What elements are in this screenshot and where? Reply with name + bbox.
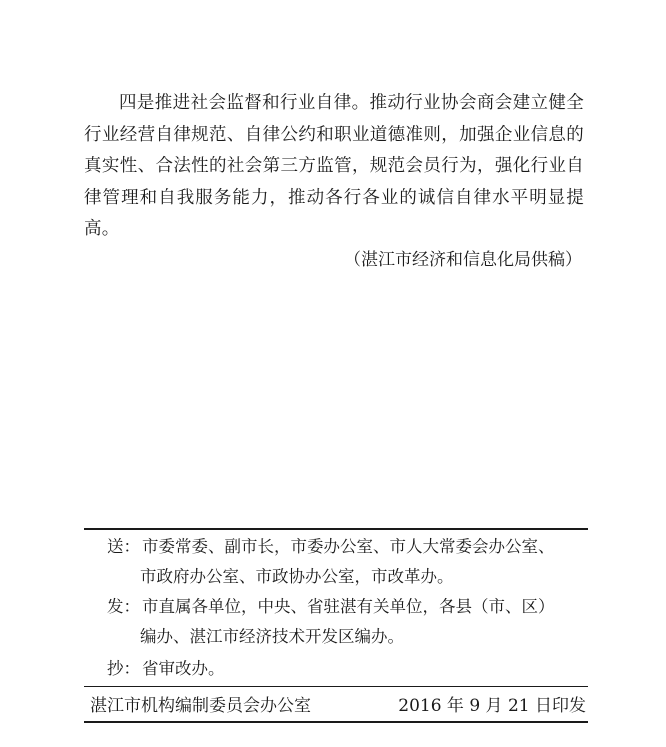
footer-top-rule bbox=[84, 686, 588, 687]
body-paragraph: 四是推进社会监督和行业自律。推动行业协会商会建立健全行业经营自律规范、自律公约和职业道德准则，加强企业信息的真实性、合法性的社会第三方监管，规范会员行为，强化行业自律管理和自我服务能力，推动各行各业的诚信自律水平明显提高。 bbox=[84, 93, 584, 239]
send-recipients-line2: 市政府办公室、市政协办公室，市改革办。 bbox=[140, 567, 454, 586]
footer-bottom-rule bbox=[84, 721, 588, 723]
issue-recipients-line2: 编办、湛江市经济技术开发区编办。 bbox=[140, 627, 404, 646]
copy-row bbox=[84, 654, 588, 684]
distribution-top-rule bbox=[84, 528, 588, 530]
issue-date: 2016 年 9 月 21 日印发 bbox=[398, 696, 586, 716]
copy-recipients: 省审改办。 bbox=[142, 659, 225, 678]
send-recipients-line1: 市委常委、副市长，市委办公室、市人大常委会办公室、 bbox=[142, 537, 555, 556]
issue-row bbox=[84, 592, 588, 622]
source-attribution: （湛江市经济和信息化局供稿） bbox=[344, 250, 582, 270]
copy-label: 抄： bbox=[107, 659, 140, 678]
send-row bbox=[84, 532, 588, 562]
issuing-organization: 湛江市机构编制委员会办公室 bbox=[90, 696, 311, 716]
issue-label: 发： bbox=[107, 597, 140, 616]
send-label: 送： bbox=[107, 537, 140, 556]
issue-recipients-line1: 市直属各单位，中央、省驻湛有关单位，各县（市、区） bbox=[142, 597, 555, 616]
